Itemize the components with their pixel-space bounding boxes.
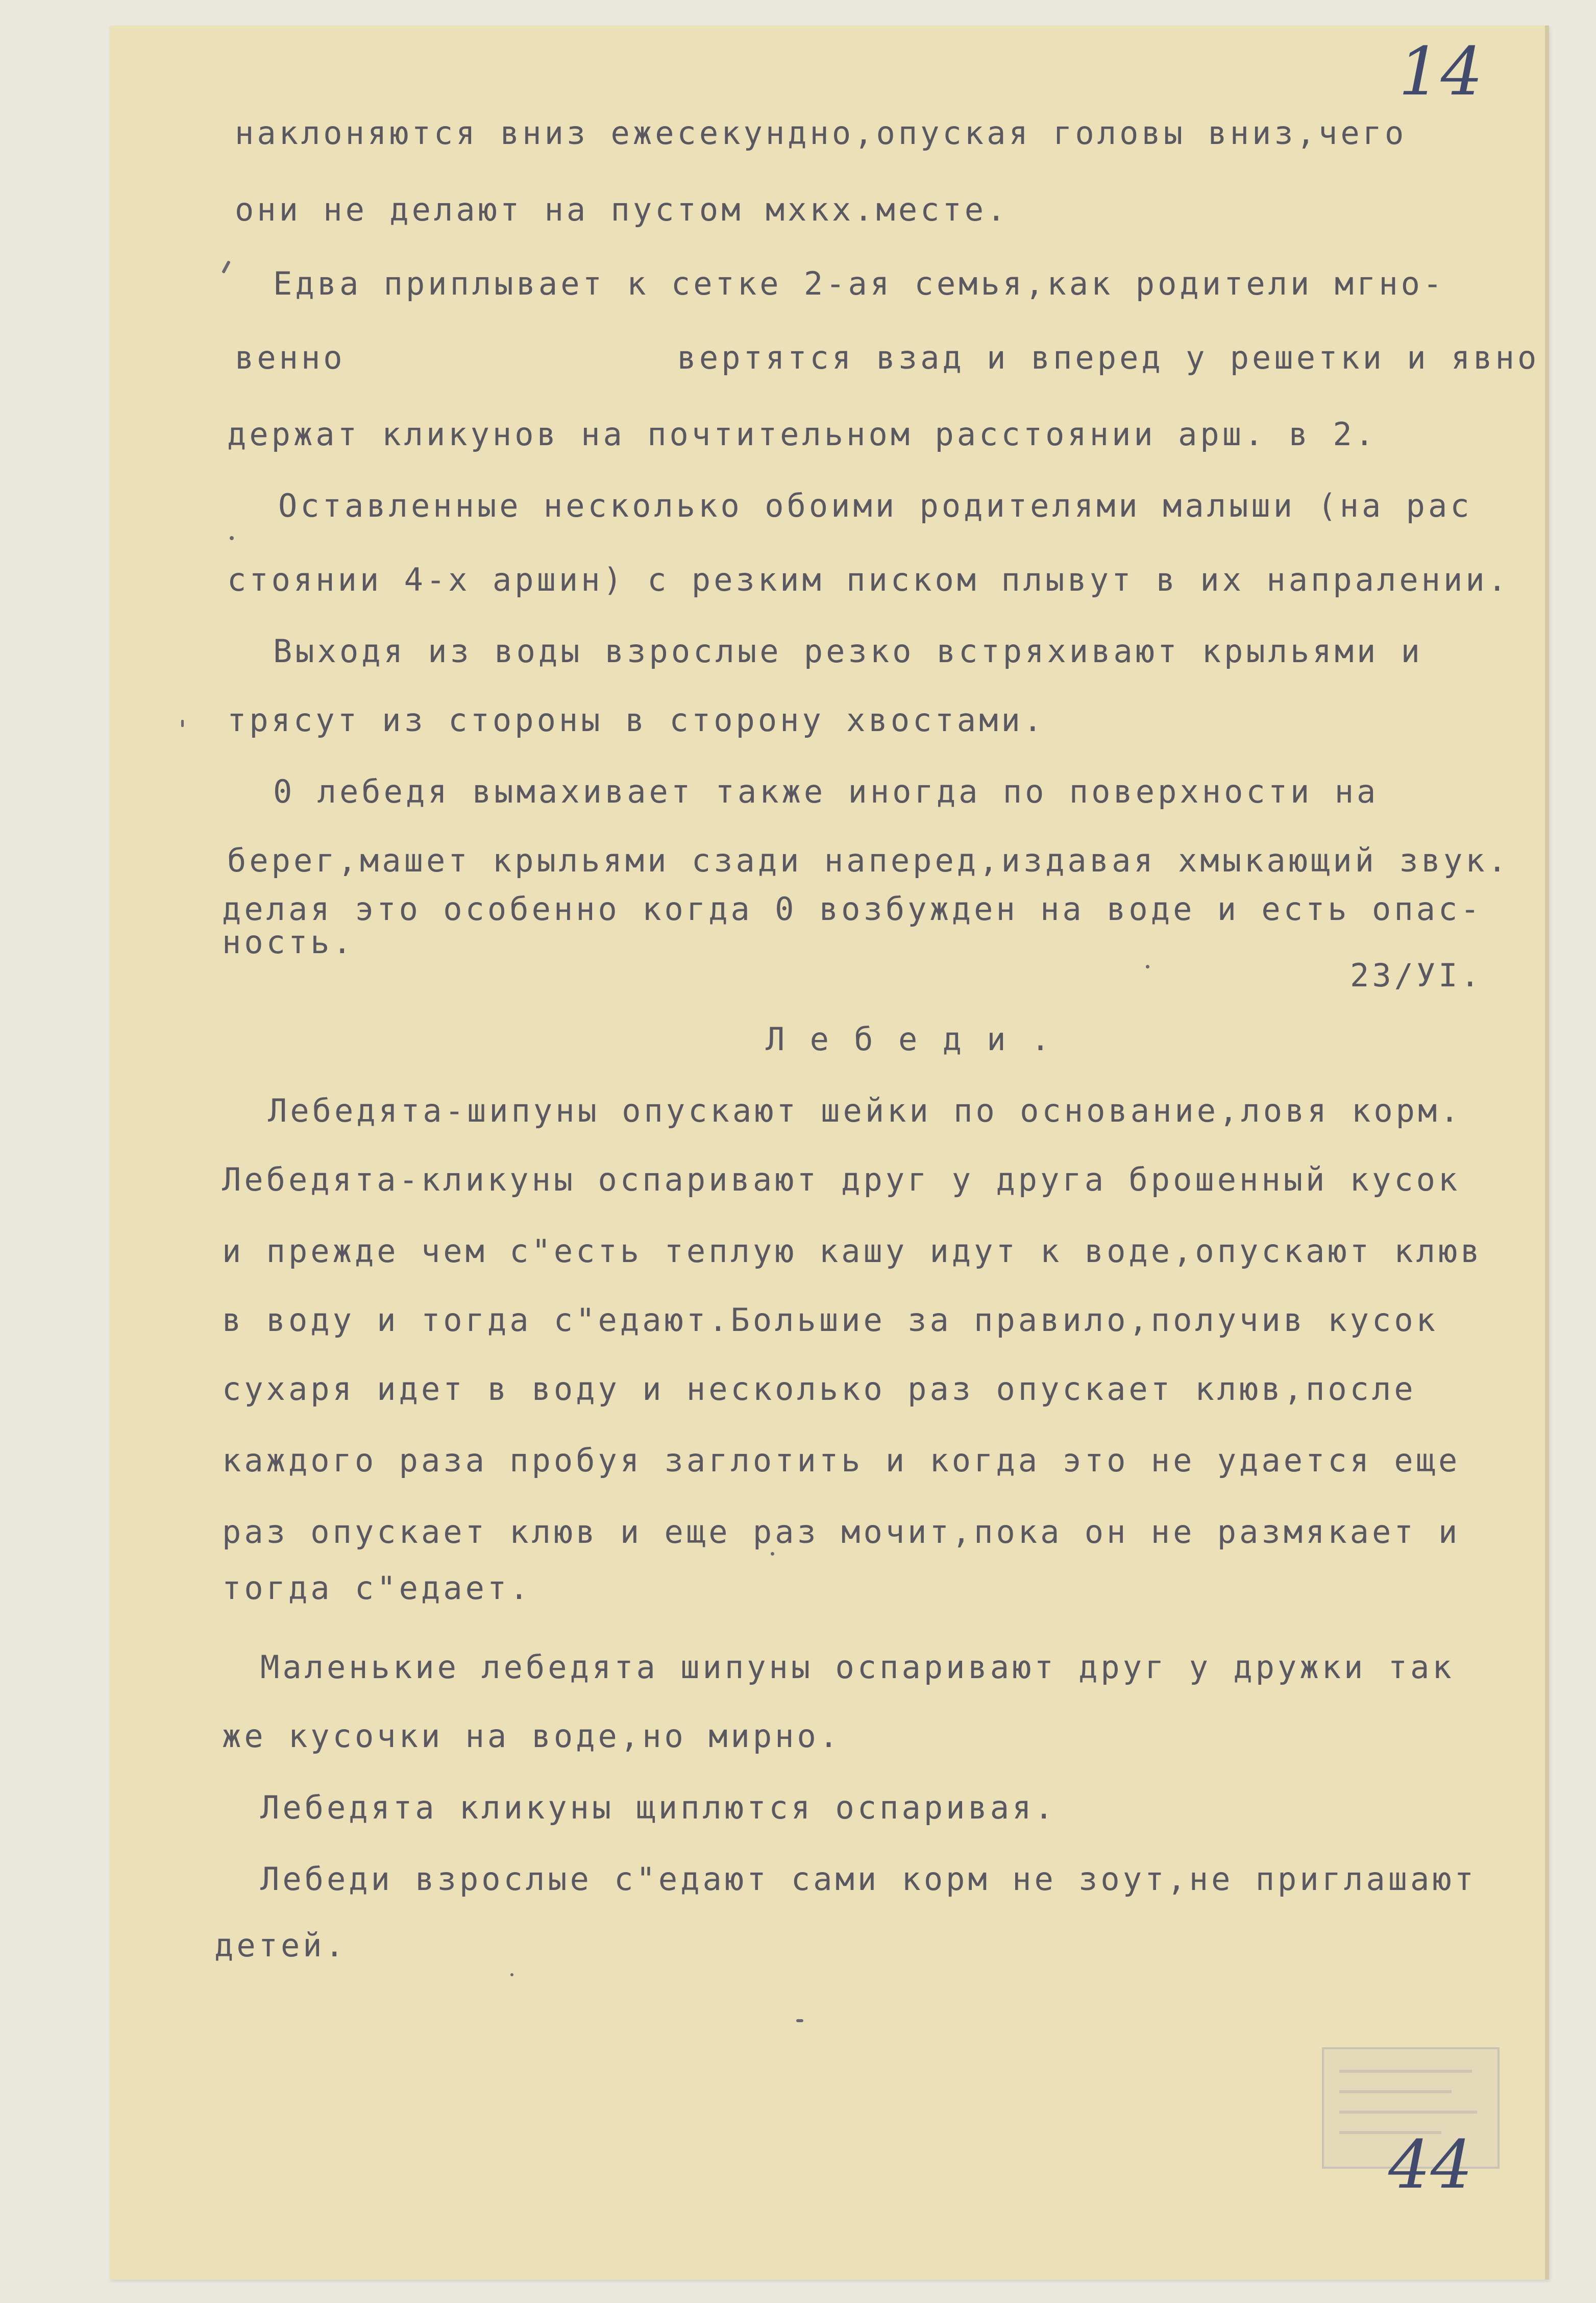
text-line: каждого раза пробуя заглотить и когда это не удается еще [222,1442,1461,1479]
text-line: наклоняются вниз ежесекундно,опуская головы вниз,чего [235,114,1407,152]
text-line: делая это особенно когда 0 возбужден на воде и есть опас- [222,890,1483,928]
text-line: 0 лебедя вымахивает также иногда по поверхности на [273,773,1379,810]
ink-speck [230,536,234,540]
ink-speck [222,260,231,274]
ink-speck [771,1552,774,1556]
section-heading: Л е б е д и . [766,1021,1053,1058]
text-line: тогда с"едает. [222,1569,532,1607]
ink-speck [181,720,184,727]
text-line: сухаря идет в воду и несколько раз опускает клюв,после [222,1370,1416,1408]
ink-speck [1146,965,1149,968]
text-line: раз опускает клюв и еще раз мочит,пока он не размякает и [222,1513,1461,1550]
document-page [110,26,1549,2280]
text-line: Лебедята кликуны щиплются оспаривая. [260,1789,1057,1826]
ink-speck [796,2019,803,2022]
text-line: Маленькие лебедята шипуны оспаривают друг у дружки так [260,1649,1455,1686]
text-line: стоянии 4-х аршин) с резким писком плывут в их напралении. [227,561,1510,598]
text-line: венно вертятся взад и вперед у решетки и явно [235,339,1540,376]
text-line: Выходя из воды взрослые резко встряхивают крыльями и [273,633,1423,670]
date-note: 23/УI. [1350,957,1483,994]
text-line: же кусочки на воде,но мирно. [222,1717,842,1755]
text-line: ность. [222,924,355,961]
text-line: Оставленные несколько обоими родителями малыши (на рас [278,487,1472,524]
text-line: Едва приплывает к сетке 2-ая семья,как родители мгно- [273,265,1445,302]
text-line: детей. [214,1927,347,1964]
text-line: Лебеди взрослые с"едают сами корм не зоут,не приглашают [260,1860,1477,1898]
text-line: и прежде чем с"есть теплую кашу идут к воде,опускают клюв [222,1232,1483,1270]
text-line: держат кликунов на почтительном расстоянии арш. в 2. [227,416,1378,453]
text-line: Лебедята-кликуны оспаривают друг у друга брошенный кусок [222,1161,1461,1198]
text-line: трясут из стороны в сторону хвостами. [227,701,1046,739]
text-line: Лебедята-шипуны опускают шейки по основание,ловя корм. [268,1092,1462,1129]
text-line: берег,машет крыльями сзади наперед,издавая хмыкающий звук. [227,842,1510,879]
text-line: они не делают на пустом мхкх.месте. [235,191,1009,228]
text-line: в воду и тогда с"едают.Большие за правило,получив кусок [222,1301,1438,1339]
folio-number-top: 14 [1398,33,1483,110]
folio-number-bottom: 44 [1388,2126,1473,2203]
ink-speck [510,1973,513,1976]
